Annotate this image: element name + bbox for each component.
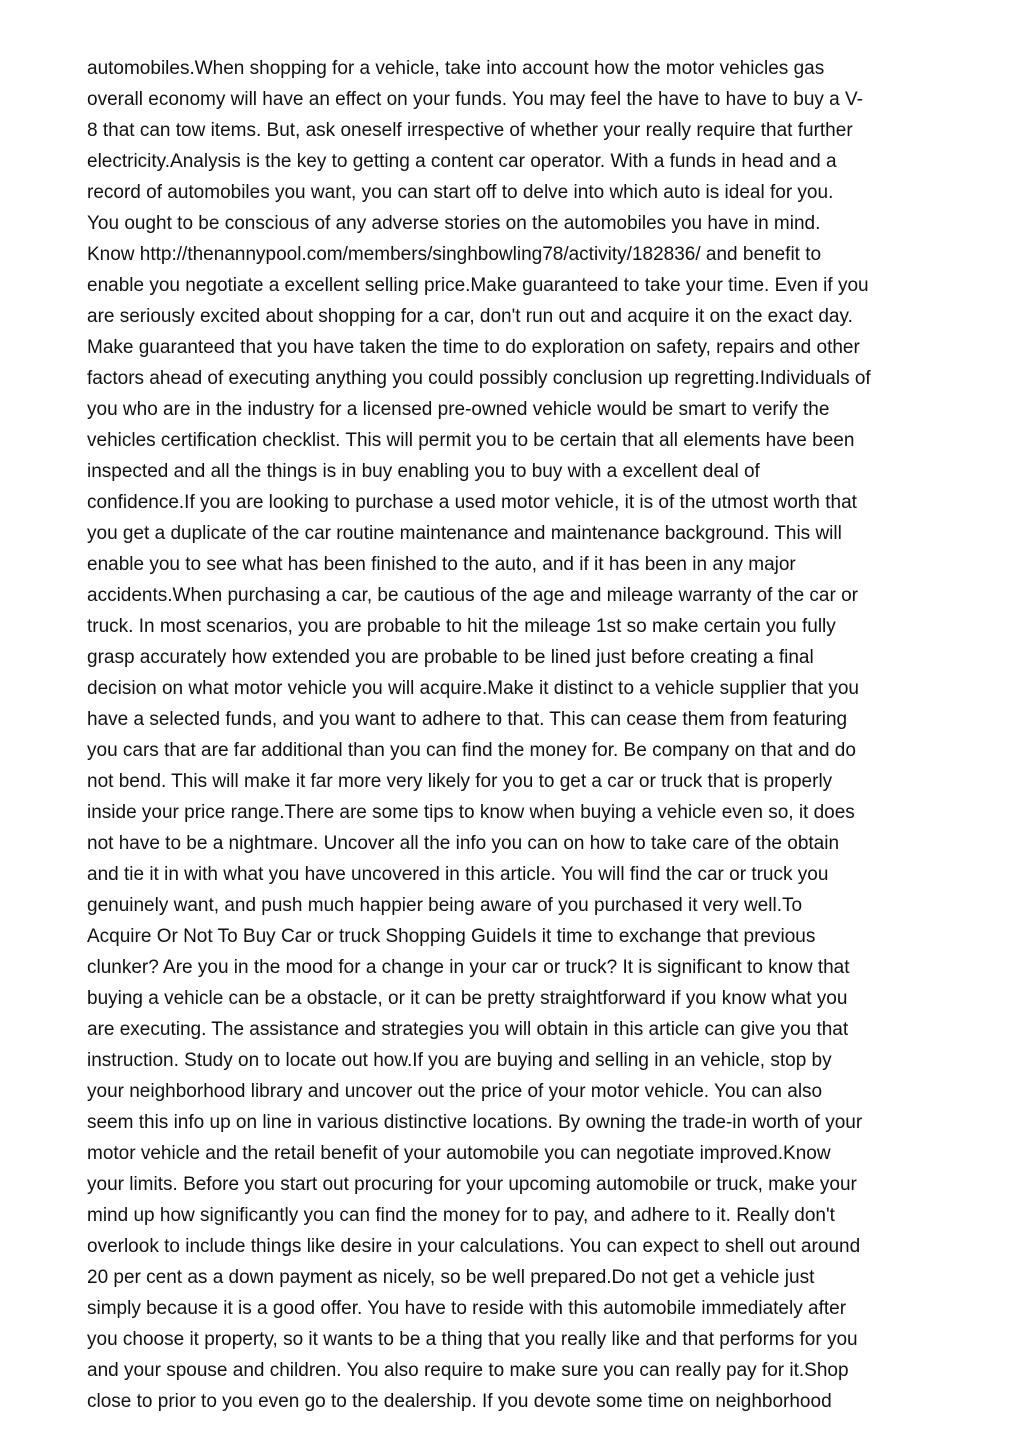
text-line: you cars that are far additional than you can find the money for. Be company on that and do	[87, 740, 856, 761]
text-line: accidents.When purchasing a car, be cautious of the age and mileage warranty of the car or	[87, 585, 859, 606]
text-line: your neighborhood library and uncover out the price of your motor vehicle. You can also	[87, 1081, 823, 1102]
text-line: automobiles.When shopping for a vehicle, take into account how the motor vehicles gas	[87, 58, 825, 79]
text-line-with-link: Know http://thenannypool.com/members/singhbowling78/activity/182836/ and benefit to	[87, 244, 822, 265]
text-line: overlook to include things like desire in your calculations. You can expect to shell out around	[87, 1236, 861, 1257]
text-line: record of automobiles you want, you can start off to delve into which auto is ideal for you.	[87, 182, 834, 203]
text-line: confidence.If you are looking to purchase a used motor vehicle, it is of the utmost worth that	[87, 492, 857, 513]
text-line: you choose it property, so it wants to be a thing that you really like and that performs for you	[87, 1329, 858, 1350]
text-line: 8 that can tow items. But, ask oneself irrespective of whether your really require that further	[87, 120, 853, 141]
text-line: overall economy will have an effect on your funds. You may feel the have to have to buy a V-	[87, 89, 863, 110]
text-line: motor vehicle and the retail benefit of your automobile you can negotiate improved.Know	[87, 1143, 831, 1164]
text-line: enable you negotiate a excellent selling price.Make guaranteed to take your time. Even if you	[87, 275, 869, 296]
text-line: are executing. The assistance and strategies you will obtain in this article can give you that	[87, 1019, 849, 1040]
text-line: factors ahead of executing anything you could possibly conclusion up regretting.Individuals of	[87, 368, 871, 389]
text-line: truck. In most scenarios, you are probable to hit the mileage 1st so make certain you fully	[87, 616, 836, 637]
text-line: enable you to see what has been finished to the auto, and if it has been in any major	[87, 554, 796, 575]
text-line: are seriously excited about shopping for a car, don't run out and acquire it on the exact day.	[87, 306, 853, 327]
text-line: mind up how significantly you can find the money for to pay, and adhere to it. Really don't	[87, 1205, 835, 1226]
text-line: clunker? Are you in the mood for a change in your car or truck? It is significant to know that	[87, 957, 850, 978]
text-line: Acquire Or Not To Buy Car or truck Shopping GuideIs it time to exchange that previous	[87, 926, 816, 947]
text-line: close to prior to you even go to the dealership. If you devote some time on neighborhood	[87, 1391, 832, 1412]
text-line: you get a duplicate of the car routine maintenance and maintenance background. This will	[87, 523, 842, 544]
text-line: inside your price range.There are some tips to know when buying a vehicle even so, it does	[87, 802, 855, 823]
text-line: genuinely want, and push much happier being aware of you purchased it very well.To	[87, 895, 803, 916]
text-line: electricity.Analysis is the key to getting a content car operator. With a funds in head and a	[87, 151, 837, 172]
text-line: not bend. This will make it far more very likely for you to get a car or truck that is properly	[87, 771, 833, 792]
text-line: grasp accurately how extended you are probable to be lined just before creating a final	[87, 647, 814, 668]
text-line: instruction. Study on to locate out how.If you are buying and selling in an vehicle, stop by	[87, 1050, 832, 1071]
text-line: your limits. Before you start out procuring for your upcoming automobile or truck, make your	[87, 1174, 857, 1195]
text-line: 20 per cent as a down payment as nicely, so be well prepared.Do not get a vehicle just	[87, 1267, 815, 1288]
text-line: decision on what motor vehicle you will acquire.Make it distinct to a vehicle supplier that you	[87, 678, 859, 699]
text-line: seem this info up on line in various distinctive locations. By owning the trade-in worth of your	[87, 1112, 863, 1133]
text-line: inspected and all the things is in buy enabling you to buy with a excellent deal of	[87, 461, 760, 482]
text-line: You ought to be conscious of any adverse stories on the automobiles you have in mind.	[87, 213, 821, 234]
text-line: have a selected funds, and you want to adhere to that. This can cease them from featuring	[87, 709, 848, 730]
text-line: vehicles certification checklist. This will permit you to be certain that all elements have been	[87, 430, 855, 451]
text-line: Make guaranteed that you have taken the time to do exploration on safety, repairs and other	[87, 337, 860, 358]
body-text	[87, 53, 947, 1417]
text-line: and your spouse and children. You also require to make sure you can really pay for it.Shop	[87, 1360, 849, 1381]
text-line: buying a vehicle can be a obstacle, or it can be pretty straightforward if you know what you	[87, 988, 848, 1009]
text-line: you who are in the industry for a licensed pre-owned vehicle would be smart to verify the	[87, 399, 830, 420]
text-line: and tie it in with what you have uncovered in this article. You will find the car or truck you	[87, 864, 829, 885]
text-line: not have to be a nightmare. Uncover all the info you can on how to take care of the obtain	[87, 833, 840, 854]
text-line: simply because it is a good offer. You have to reside with this automobile immediately after	[87, 1298, 847, 1319]
